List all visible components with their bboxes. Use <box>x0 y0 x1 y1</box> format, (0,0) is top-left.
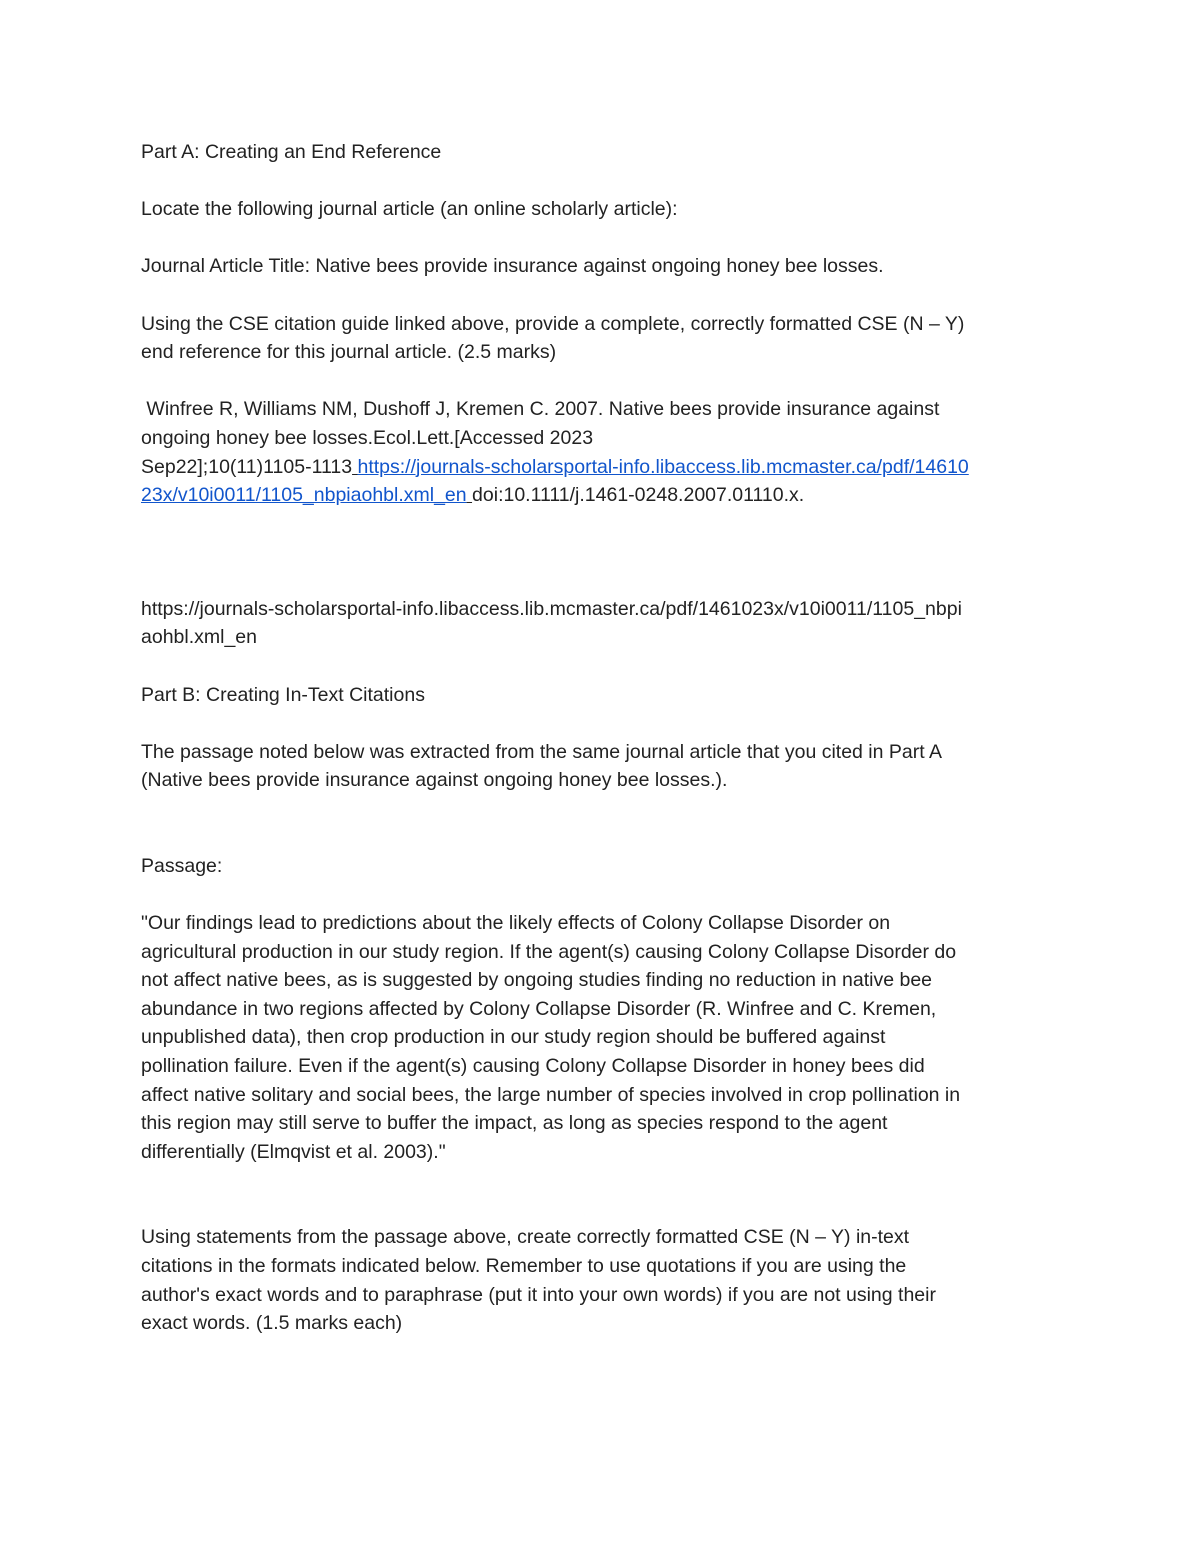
passage-line: unpublished data), then crop production in our study region should be buffered against <box>141 1026 886 1049</box>
doi-text: doi:10.1111/j.1461-0248.2007.01110.x. <box>472 484 805 507</box>
passage-label: Passage: <box>141 854 223 877</box>
answer-text: Sep22];10(11)1105-1113 <box>141 455 353 478</box>
task-paragraph <box>141 310 1061 367</box>
passage-line: "Our findings lead to predictions about the likely effects of Colony Collapse Disorder on <box>141 912 891 935</box>
instruction-line: exact words. (1.5 marks each) <box>141 1312 403 1335</box>
passage-line: pollination failure. Even if the agent(s) causing Colony Collapse Disorder in honey bees did <box>141 1055 925 1078</box>
instruction-line: author's exact words and to paraphrase (put it into your own words) if you are not using their <box>141 1283 936 1306</box>
passage-line: this region may still serve to buffer the impact, as long as species respond to the agent <box>141 1112 888 1135</box>
part-a-heading: Part A: Creating an End Reference <box>141 141 442 163</box>
part-b-heading: Part B: Creating In-Text Citations <box>141 683 425 706</box>
part-b-intro <box>141 738 1061 795</box>
answer-line: ongoing honey bee losses.Ecol.Lett.[Accessed 2023 <box>141 426 594 449</box>
answer-text: Winfree R, Williams NM, Dushoff J, Kremen C. 2007. Native bees provide insurance against <box>141 398 940 421</box>
passage-line: abundance in two regions affected by Colony Collapse Disorder (R. Winfree and C. Kremen, <box>141 997 937 1020</box>
article-link[interactable]: https://journals-scholarsportal-info.libaccess.lib.mcmaster.ca/pdf/14610 <box>357 455 969 478</box>
passage-quote <box>141 909 1061 1166</box>
instruction-line: Using statements from the passage above, create correctly formatted CSE (N – Y) in-text <box>141 1226 910 1249</box>
answer-line <box>141 453 1061 482</box>
answer-line <box>141 395 1061 424</box>
locate-instruction: Locate the following journal article (an online scholarly article): <box>141 198 678 221</box>
passage-line: agricultural production in our study region. If the agent(s) causing Colony Collapse Disorder do <box>141 940 957 963</box>
intro-line: The passage noted below was extracted from the same journal article that you cited in Part A <box>141 740 943 763</box>
url-line: https://journals-scholarsportal-info.libaccess.lib.mcmaster.ca/pdf/1461023x/v10i0011/1105_nbpi <box>141 597 962 620</box>
plain-url <box>141 595 1061 652</box>
task-line: Using the CSE citation guide linked above, provide a complete, correctly formatted CSE (N – Y) <box>141 312 965 335</box>
passage-line: not affect native bees, as is suggested by ongoing studies finding no reduction in native bee <box>141 969 933 992</box>
intro-line: (Native bees provide insurance against ongoing honey bee losses.). <box>141 769 728 792</box>
instruction-line: citations in the formats indicated below. Remember to use quotations if you are using the <box>141 1255 907 1277</box>
task-line: end reference for this journal article. (2.5 marks) <box>141 341 557 364</box>
answer-line <box>141 481 1061 510</box>
citation-instructions <box>141 1223 1061 1337</box>
passage-line: affect native solitary and social bees, the large number of species involved in crop pollination in <box>141 1083 961 1106</box>
article-link-continued[interactable]: 23x/v10i0011/1105_nbpiaohbl.xml_en <box>141 484 467 507</box>
article-title-line: Journal Article Title: Native bees provide insurance against ongoing honey bee losses. <box>141 255 884 278</box>
end-reference-answer <box>141 395 1061 509</box>
document-page <box>141 138 1061 1338</box>
url-line: aohbl.xml_en <box>141 626 257 649</box>
passage-line: differentially (Elmqvist et al. 2003)." <box>141 1140 446 1163</box>
